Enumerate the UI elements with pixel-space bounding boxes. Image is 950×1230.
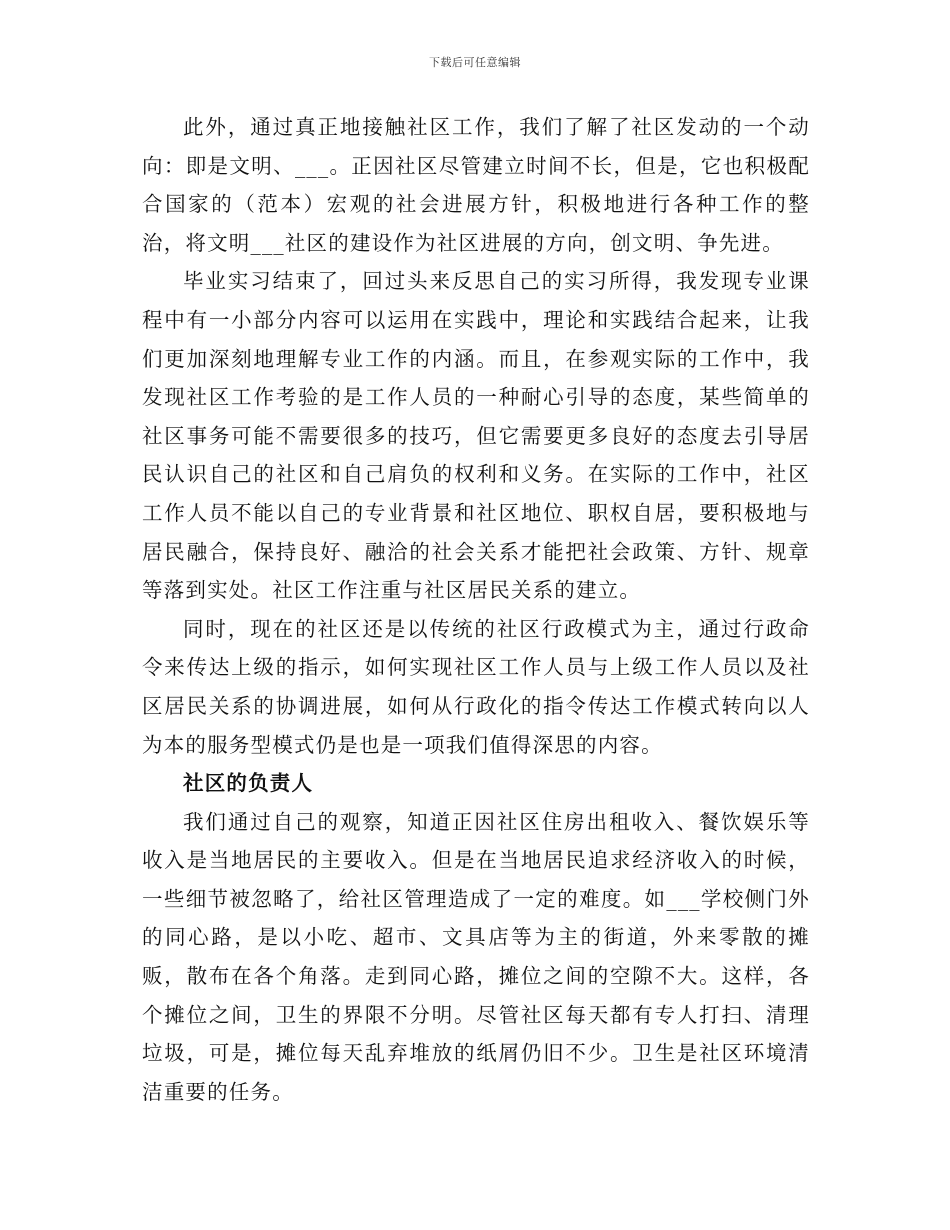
paragraph-1: 此外，通过真正地接触社区工作，我们了解了社区发动的一个动向：即是文明、___。正因社区尽管建立时间不长，但是，它也积极配合国家的（范本）宏观的社会进展方针，积极地进行各种工作的整治，将文明___社区的建设作为社区进展的方向，创文明、争先进。	[142, 115, 810, 255]
header-note: 下载后可任意编辑	[429, 56, 521, 69]
paragraph-2: 毕业实习结束了，回过头来反思自己的实习所得，我发现专业课程中有一小部分内容可以运用在实践中，理论和实践结合起来，让我们更加深刻地理解专业工作的内涵。而且，在参观实际的工作中，我发现社区工作考验的是工作人员的一种耐心引导的态度，某些简单的社区事务可能不需要很多的技巧，但它需要更多良好的态度去引导居民认识自己的社区和自己肩负的权利和义务。在实际的工作中，社区工作人员不能以自己的专业背景和社区地位、职权自居，要积极地与居民融合，保持良好、融洽的社会关系才能把社会政策、方针、规章等落到实处。社区工作注重与社区居民关系的建立。	[142, 269, 810, 603]
paragraph-4: 我们通过自己的观察，知道正因社区住房出租收入、餐饮娱乐等收入是当地居民的主要收入。但是在当地居民追求经济收入的时候，一些细节被忽略了，给社区管理造成了一定的难度。如___学校侧门外的同心路，是以小吃、超市、文具店等为主的街道，外来零散的摊贩，散布在各个角落。走到同心路，摊位之间的空隙不大。这样，各个摊位之间，卫生的界限不分明。尽管社区每天都有专人打扫、清理垃圾，可是，摊位每天乱弃堆放的纸屑仍旧不少。卫生是社区环境清洁重要的任务。	[142, 809, 810, 1104]
paragraph-3: 同时，现在的社区还是以传统的社区行政模式为主，通过行政命令来传达上级的指示，如何实现社区工作人员与上级工作人员以及社区居民关系的协调进展，如何从行政化的指令传达工作模式转向以人为本的服务型模式仍是也是一项我们值得深思的内容。	[142, 616, 810, 757]
document-body	[142, 108, 810, 1111]
section-heading: 社区的负责人	[183, 771, 314, 796]
